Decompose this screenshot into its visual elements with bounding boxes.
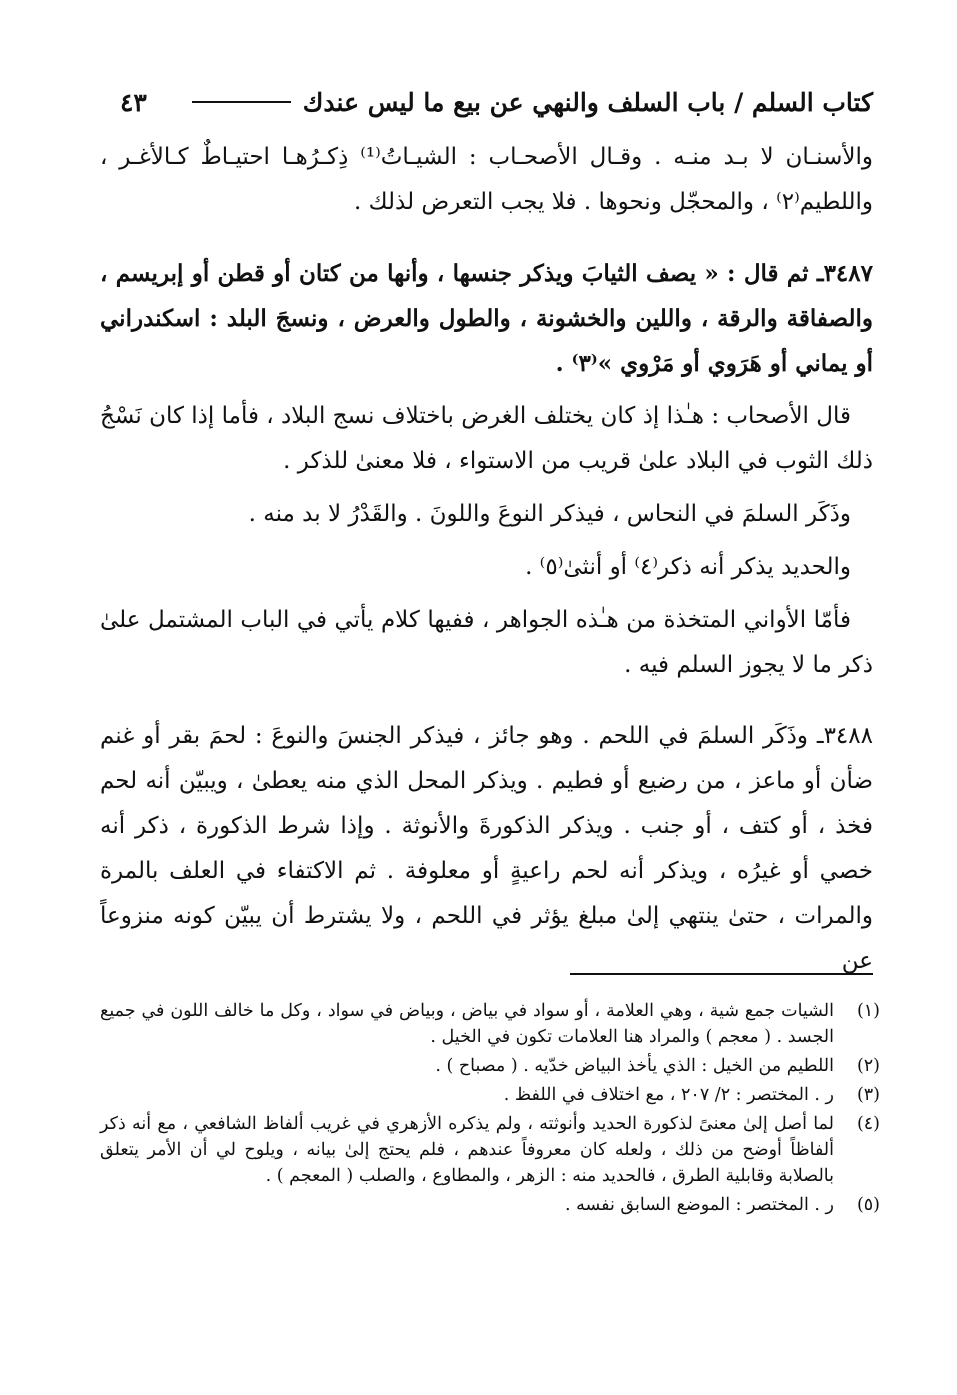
footnote-number: (٢)	[856, 1056, 880, 1076]
paragraph-iron: والحديد يذكر أنه ذكر⁽٤⁾ أو أنثىٰ⁽٥⁾ .	[525, 554, 851, 580]
footnote-number: (٣)	[856, 1085, 880, 1105]
header-title: كتاب السلم / باب السلف والنهي عن بيع ما ليس عندك	[302, 87, 873, 117]
footnote-separator	[570, 973, 873, 975]
main-text	[100, 135, 873, 984]
footnote-number: (٥)	[856, 1195, 880, 1215]
paragraph-3488: ٣٤٨٨ـ وذَكَر السلمَ في اللحم . وهو جائز ، فيذكر الجنسَ والنوعَ : لحمَ بقر أو غنم ضأن أو ماعز ، من رضيع أو فطيم . ويذكر المحل الذي منه يعطىٰ ، ويبيّن أنه لحم فخذ ، أو كتف ، أو جنب . ويذكر الذكورةَ والأنوثة . وإذا شرط الذكورة ، ذكر أنه خصي أو غيرُه ، ويذكر أنه لحم راعيةٍ أو معلوفة . ثم الاكتفاء في العلف بالمرة والمرات ، حتىٰ ينتهي إلىٰ مبلغ يؤثر في اللحم ، ولا يشترط أن يبيّن كونه منزوعاً عن	[100, 723, 873, 974]
footnote-text: اللطيم من الخيل : الذي يأخذ البياض خدّيه . ( مصباح ) .	[435, 1056, 834, 1076]
paragraph-commentary: قال الأصحاب : هـٰذا إذ كان يختلف الغرض باختلاف نسج البلاد ، فأما إذا كان نَسْجُ ذلك الثوب في البلاد علىٰ قريب من الاستواء ، فلا معنىٰ للذكر .	[100, 403, 873, 474]
footnote-text: ر . المختصر : الموضع السابق نفسه .	[565, 1195, 834, 1215]
footnote-number: (١)	[856, 1001, 880, 1021]
footnote-item	[100, 1192, 880, 1218]
footnote-item	[100, 1111, 880, 1189]
footnote-item	[100, 1053, 880, 1079]
paragraph-continuation: والأسنـان لا بـد منـه . وقـال الأصحـاب : الشيـاتُ⁽¹⁾ ذِكـرُهـا احتيـاطٌ كـالأغـر ، واللطيم⁽٢⁾ ، والمحجّل ونحوها . فلا يجب التعرض لذلك .	[100, 144, 873, 215]
footnote-text: لما أصل إلىٰ معنىً لذكورة الحديد وأنوثته ، ولم يذكره الأزهري في غريب ألفاظ الشافعي ، مع أنه ذكر ألفاظاً أوضح من ذلك ، ولعله كان معروفاً عندهم ، فلم يحتج إلىٰ بيانه ، ويلوح لي أن الأمر يتعلق بالصلابة وقابلية الطرق ، فالحديد منه : الزهر ، والمطاوع ، والصلب ( المعجم ) .	[100, 1114, 834, 1186]
footnote-text: الشيات جمع شية ، وهي العلامة ، أو سواد في بياض ، وبياض في سواد ، وكل ما خالف اللون في جميع الجسد . ( معجم ) والمراد هنا العلامات تكون في الخيل .	[100, 1001, 834, 1047]
footnotes	[100, 998, 880, 1221]
header-rule	[192, 101, 291, 103]
page-number: ٤٣	[120, 87, 147, 117]
footnote-text: ر . المختصر : ٢/ ٢٠٧ ، مع اختلاف في اللفظ .	[503, 1085, 834, 1105]
footnote-number: (٤)	[856, 1114, 880, 1134]
footnote-item	[100, 998, 880, 1050]
paragraph-vessels: فأمّا الأواني المتخذة من هـٰذه الجواهر ، ففيها كلام يأتي في الباب المشتمل علىٰ ذكر ما لا يجوز السلم فيه .	[100, 607, 873, 678]
paragraph-3487: ٣٤٨٧ـ ثم قال : « يصف الثيابَ ويذكر جنسها ، وأنها من كتان أو قطن أو إبريسم ، والصفاقة والرقة ، واللين والخشونة ، والطول والعرض ، ونسجَ البلد : اسكندراني أو يماني أو هَرَوي أو مَرْوي »⁽٣⁾ .	[100, 260, 873, 377]
paragraph-copper: وذَكَر السلمَ في النحاس ، فيذكر النوعَ واللونَ . والقَدْرُ لا بد منه .	[248, 501, 851, 527]
running-header	[100, 82, 873, 122]
footnote-item	[100, 1082, 880, 1108]
